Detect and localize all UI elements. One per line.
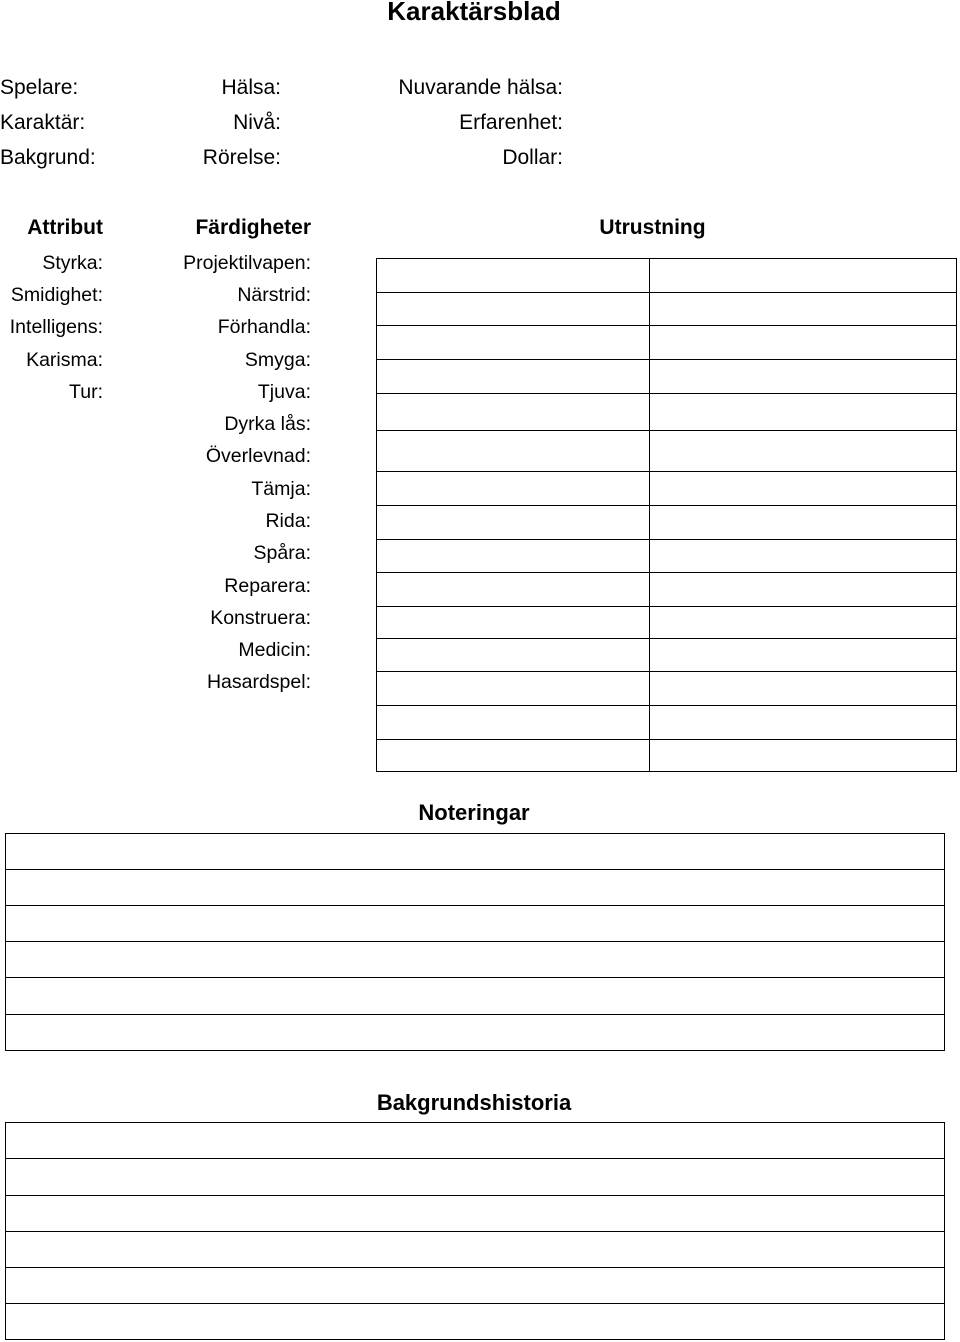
attribute-intelligence: Intelligens:	[9, 316, 103, 338]
background-label: Bakgrund:	[0, 146, 96, 169]
notes-row-line	[5, 1014, 945, 1015]
health-label: Hälsa:	[221, 76, 281, 99]
notes-table-border	[5, 833, 945, 1051]
backstory-row-line	[5, 1195, 945, 1196]
skill-sneak: Smyga:	[244, 349, 311, 371]
equipment-row-line	[376, 739, 957, 740]
equipment-row-line	[376, 572, 957, 573]
backstory-row-line	[5, 1231, 945, 1232]
equipment-row-line	[376, 325, 957, 326]
page-title: Karaktärsblad	[387, 0, 561, 26]
skill-ride: Rida:	[265, 510, 311, 532]
current-health-label: Nuvarande hälsa:	[398, 76, 563, 99]
backstory-heading: Bakgrundshistoria	[376, 1090, 572, 1115]
equipment-row-line	[376, 638, 957, 639]
dollar-label: Dollar:	[502, 146, 563, 169]
equipment-row-line	[376, 505, 957, 506]
skill-tame: Tämja:	[251, 478, 311, 500]
backstory-row-line	[5, 1267, 945, 1268]
equipment-column-divider	[649, 258, 650, 772]
movement-label: Rörelse:	[202, 146, 281, 169]
attributes-heading: Attribut	[27, 216, 103, 239]
equipment-row-line	[376, 393, 957, 394]
skill-medicine: Medicin:	[238, 639, 311, 661]
equipment-row-line	[376, 471, 957, 472]
attribute-agility: Smidighet:	[10, 284, 103, 306]
equipment-row-line	[376, 671, 957, 672]
character-label: Karaktär:	[0, 111, 86, 134]
skill-repair: Reparera:	[224, 575, 311, 597]
equipment-row-line	[376, 430, 957, 431]
equipment-row-line	[376, 705, 957, 706]
notes-row-line	[5, 905, 945, 906]
player-label: Spelare:	[0, 76, 79, 99]
skill-negotiate: Förhandla:	[217, 316, 311, 338]
equipment-heading: Utrustning	[599, 216, 706, 239]
skill-construct: Konstruera:	[210, 607, 311, 629]
equipment-row-line	[376, 606, 957, 607]
skill-gambling: Hasardspel:	[206, 671, 311, 693]
experience-label: Erfarenhet:	[459, 111, 563, 134]
skill-survival: Överlevnad:	[205, 445, 311, 467]
equipment-row-line	[376, 359, 957, 360]
backstory-row-line	[5, 1303, 945, 1304]
notes-heading: Noteringar	[418, 800, 530, 825]
equipment-table-border	[376, 258, 957, 772]
skill-ranged-weapons: Projektilvapen:	[183, 252, 311, 274]
notes-row-line	[5, 941, 945, 942]
attribute-luck: Tur:	[69, 381, 103, 403]
equipment-row-line	[376, 292, 957, 293]
skill-lockpick: Dyrka lås:	[224, 413, 311, 435]
skill-melee: Närstrid:	[237, 284, 311, 306]
skill-track: Spåra:	[253, 542, 311, 564]
attribute-strength: Styrka:	[42, 252, 103, 274]
level-label: Nivå:	[233, 111, 281, 134]
backstory-row-line	[5, 1158, 945, 1159]
skills-heading: Färdigheter	[195, 216, 311, 239]
notes-row-line	[5, 977, 945, 978]
equipment-row-line	[376, 539, 957, 540]
attribute-charisma: Karisma:	[26, 349, 103, 371]
notes-row-line	[5, 869, 945, 870]
skill-steal: Tjuva:	[257, 381, 311, 403]
